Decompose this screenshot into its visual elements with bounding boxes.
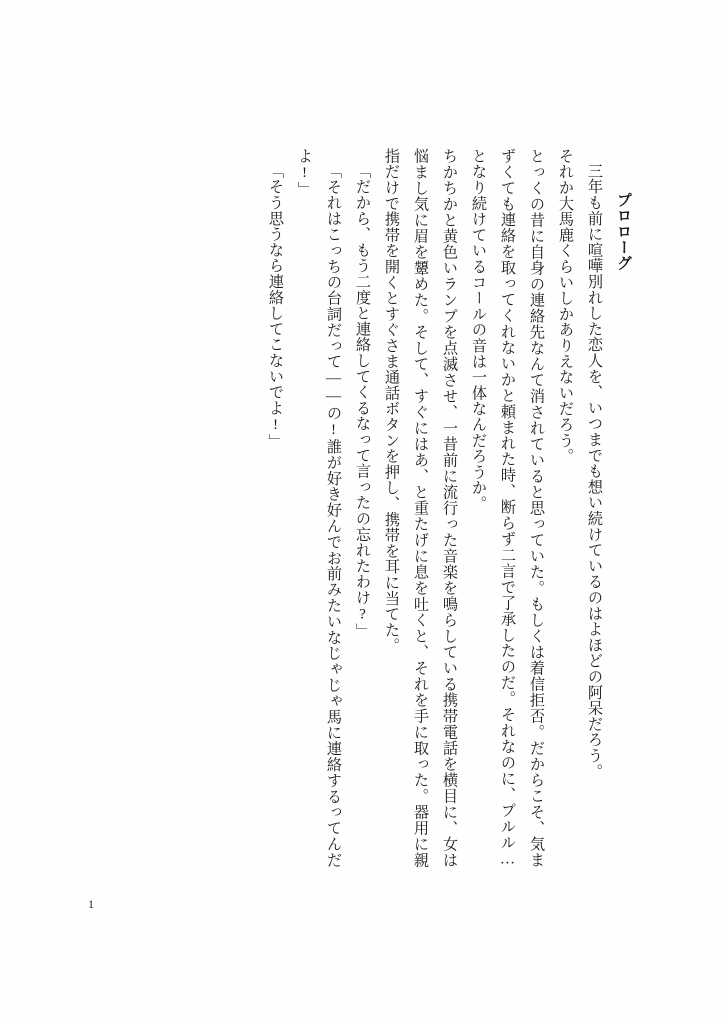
chapter-title-text: プロローグ [615, 192, 632, 271]
paragraph: 「それはこっちの台詞だって——の!誰が好き好んでお前みたいなじゃじゃ馬に連絡するってんだよ!」 [296, 148, 342, 868]
vertical-text-body [78, 148, 638, 868]
paragraph: 「そう思うなら連絡してこないでよ!」 [267, 163, 284, 450]
paragraph: 「だから、もう二度と連絡してくるなって言ったの忘れたわけ?」 [354, 163, 371, 639]
chapter-title [609, 148, 638, 868]
paragraph: ちかちかと黄色いランプを点滅させ、一昔前に流行った音楽を鳴らしている携帯電話を横目に、女は悩まし気に眉を顰めた。そして、すぐにはあ、と重たげに息を吐くと、それを手に取った。器用に親指だけで携帯を開くとすぐさま通話ボタンを押し、携帯を耳に当てた。 [383, 148, 458, 868]
paragraph: とっくの昔に自身の連絡先なんて消されていると思っていた。もしくは着信拒否。だからこそ、気まずくても連絡を取ってくれないかと頼まれた時、断らず二言で了承したのだ。それなのに、プルル…となり続けているコールの音は一体なんだろうか。 [470, 148, 545, 868]
page-number: 1 [88, 897, 94, 911]
paragraph: それか大馬鹿くらいしかありえないだろう。 [557, 148, 574, 464]
paragraph: 三年も前に喧嘩別れした恋人を、いつまでも想い続けているのはよほどの阿呆だろう。 [586, 163, 603, 780]
